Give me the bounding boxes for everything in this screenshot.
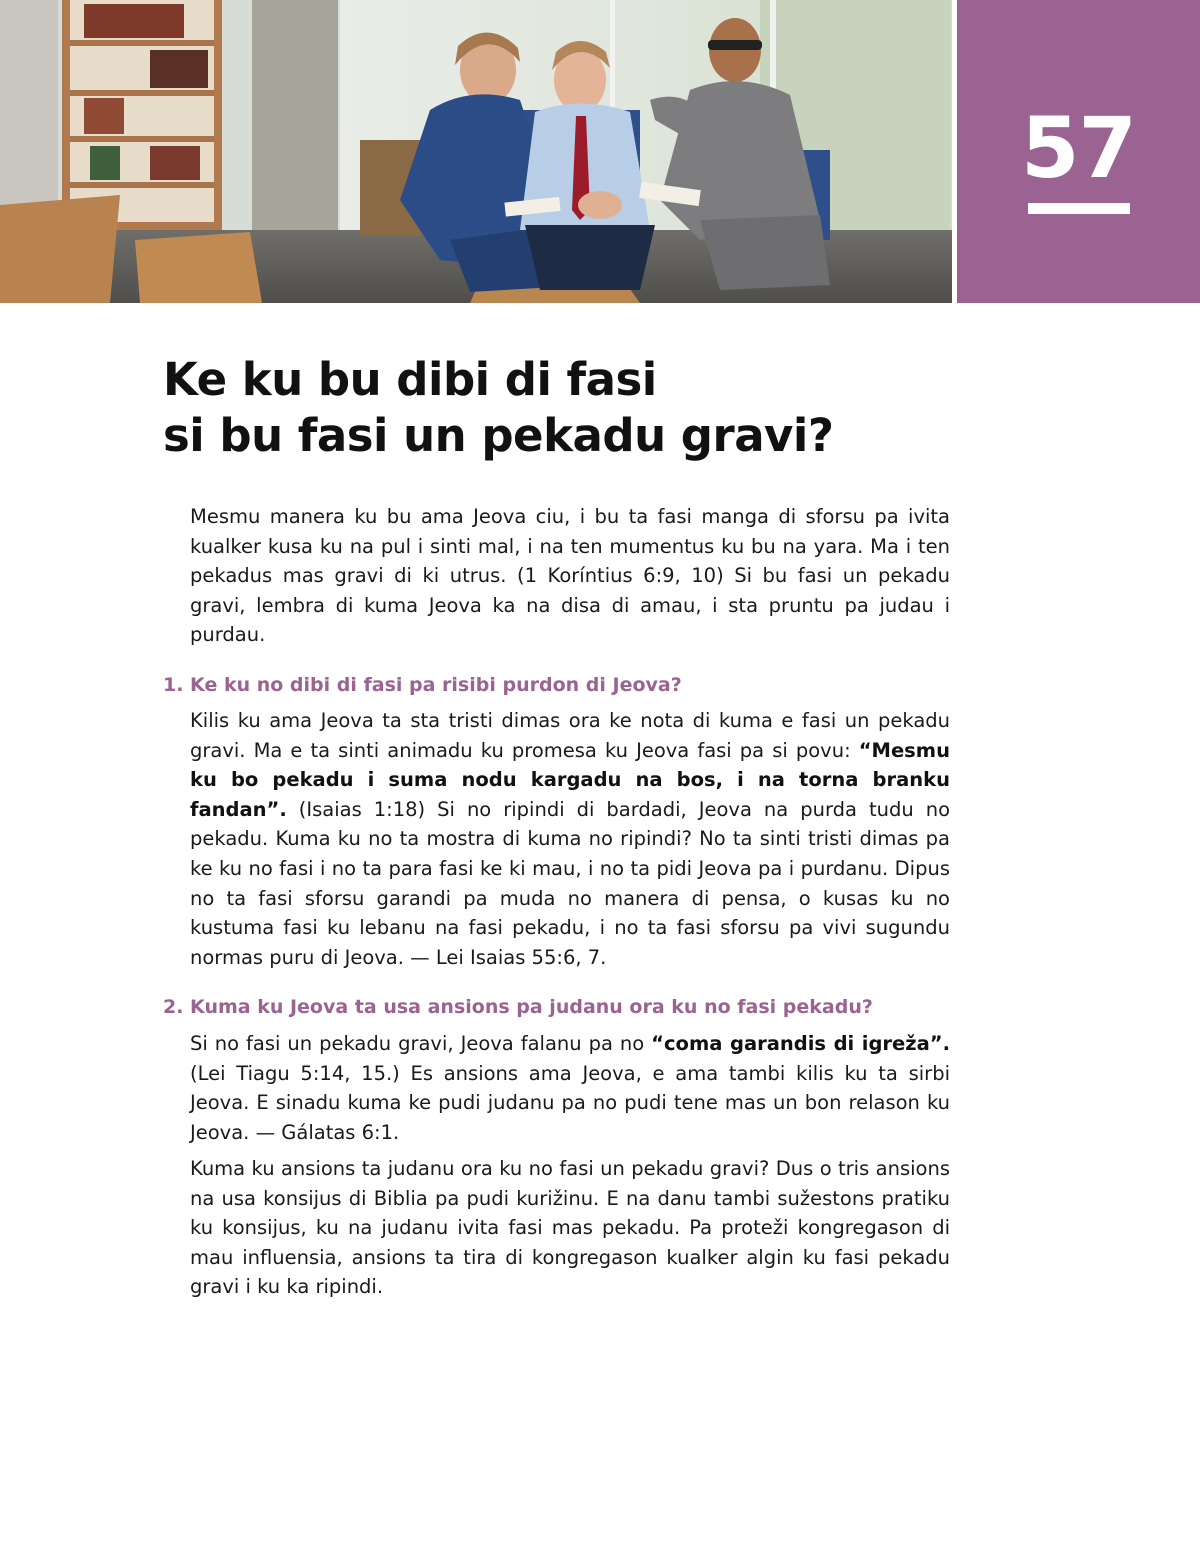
answer-2-text-start: Si no fasi un pekadu gravi, Jeova falanu pa no [190,1032,652,1055]
photo-elders-comforting-man-icon [0,0,952,303]
answer-2-quote: “coma garandis di igreža”. [651,1032,951,1055]
answer-2-paragraph [190,1029,950,1147]
intro-paragraph: Mesmu manera ku bu ama Jeova ciu, i bu ta fasi manga di sforsu pa ivita kualker kusa ku na pul i sinti mal, i na ten mumentus ku bu na yara. Ma i ten pekadus mas gravi di ki utrus. (1 Koríntius 6:9, 10) Si bu fasi un pekadu gravi, lembra di kuma Jeova ka na disa di amau, i sta pruntu pa judau i purdau. [190,505,950,647]
header-photo [0,0,952,303]
question-1: 1. Ke ku no dibi di fasi pa risibi purdon di Jeova? [163,674,682,696]
lesson-number: 57 [1021,99,1136,197]
title-line-1: Ke ku bu dibi di fasi [163,353,657,406]
answer-1-quote: “Mesmu ku bo pekadu i suma nodu kargadu na bos, i na torna branku fandan”. [190,738,950,821]
lesson-number-block [957,0,1200,303]
answer-2-text-end: (Lei Tiagu 5:14, 15.) Es ansions ama Jeova, e ama tambi kilis ku ta sirbi Jeova. E sinadu kuma ke pudi judanu pa no pudi tene mas un bon relason ku Jeova. — Gálatas 6:1. [190,1061,950,1144]
answer-1-text-start: Kilis ku ama Jeova ta sta tristi dimas ora ke nota di kuma e fasi un pekadu gravi. Ma e ta sinti animadu ku promesa ku Jeova fasi pa si povu: [190,709,950,762]
answer-2-paragraph-2: Kuma ku ansions ta judanu ora ku no fasi un pekadu gravi? Dus o tris ansions na usa konsijus di Biblia pa pudi kurižinu. E na danu tambi sužestons pratiku ku konsijus, ku na judanu ivita fasi mas pekadu. Pa proteži kongregason di mau influensia, ansions ta tira di kongregason kualker algin ku fasi pekadu gravi i ku ka ripindi. [190,1157,950,1299]
answer-1-text-end: (Isaias 1:18) Si no ripindi di bardadi, Jeova na purda tudu no pekadu. Kuma ku no ta mostra di kuma no ripindi? No ta sinti tristi dimas pa ke ku no fasi i no ta para fasi ke ki mau, i no ta pidi Jeova pa i purdanu. Dipus no ta fasi sforsu garandi pa muda no manera di pensa, o kusas ku no kustuma fasi ku lebanu na fasi pekadu, i no ta fasi sforsu pa vivi sugundu normas puru di Jeova. — Lei Isaias 55:6, 7. [190,797,950,969]
question-2: 2. Kuma ku Jeova ta usa ansions pa judanu ora ku no fasi pekadu? [163,996,873,1018]
lesson-number-underline [1028,203,1130,214]
title-line-2: si bu fasi un pekadu gravi? [163,409,834,462]
page-title [163,352,963,464]
answer-1-paragraph [190,706,950,972]
